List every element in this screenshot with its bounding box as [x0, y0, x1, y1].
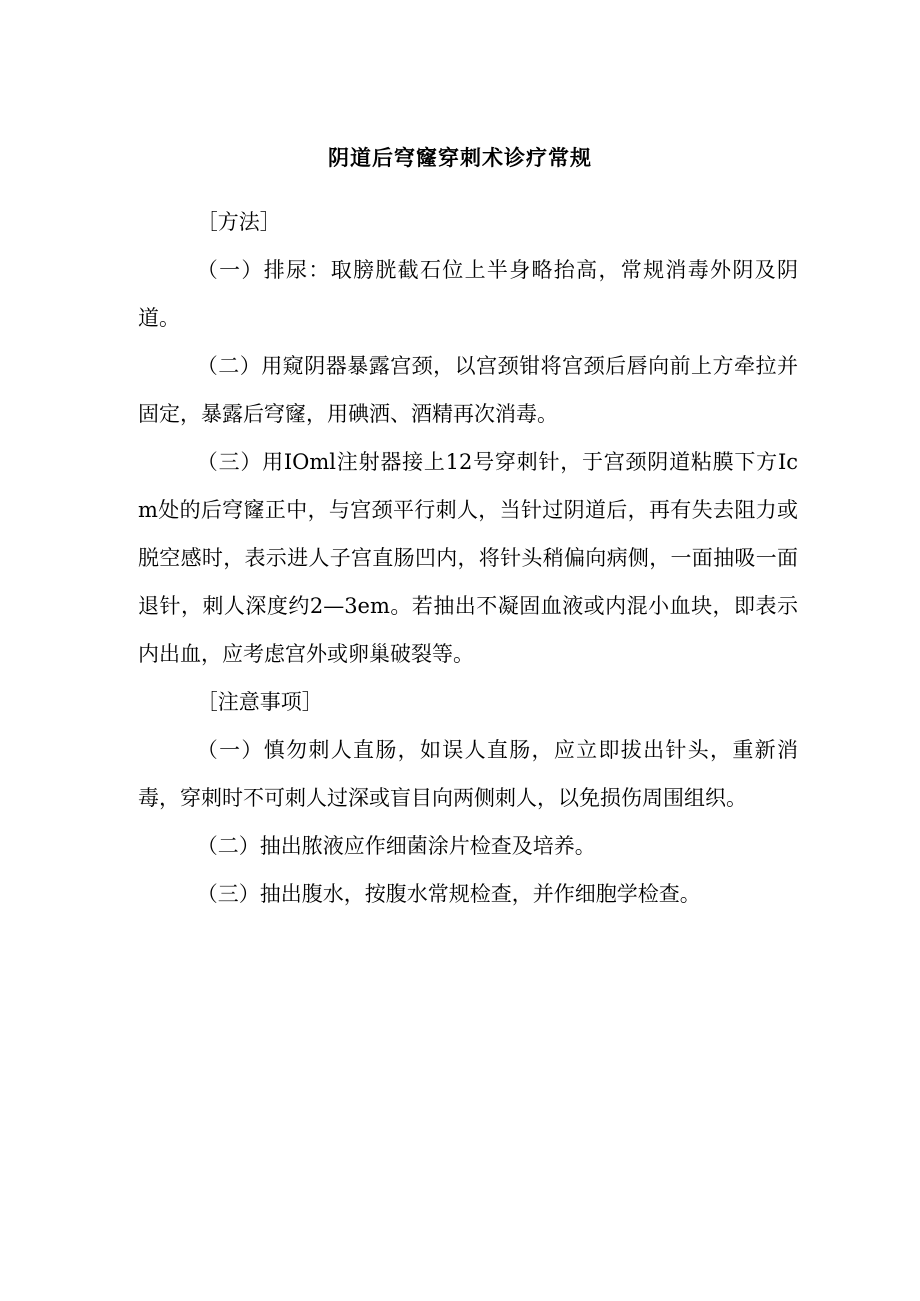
note-3: （三）抽出腹水，按腹水常规检查，并作细胞学检查。	[196, 882, 701, 906]
note-2: （二）抽出脓液应作细菌涂片检查及培养。	[196, 834, 596, 858]
method-step-2: （二）用窥阴器暴露宫颈，以宫颈钳将宫颈后唇向前上方牵拉并固定，暴露后穹窿，用碘洒、酒精再次消毒。	[138, 354, 798, 426]
document-body	[138, 198, 798, 918]
notes-heading: ［注意事项］	[196, 690, 323, 714]
page-title: 阴道后穹窿穿刺术诊疗常规	[328, 145, 592, 170]
note-1: （一）慎勿刺人直肠，如误人直肠，应立即拔出针头，重新消毒，穿刺时不可刺人过深或盲目向两侧刺人，以免损伤周围组织。	[138, 738, 798, 810]
method-step-3: （三）用IOml注射器接上12号穿刺针，于宫颈阴道粘膜下方Icm处的后穹窿正中，与宫颈平行刺人，当针过阴道后，再有失去阻力或脱空感时，表示进人子宫直肠凹内，将针头稍偏向病侧，一面抽吸一面退针，刺人深度约2—3em。若抽出不凝固血液或内混小血块，即表示内出血，应考虑宫外或卵巢破裂等。	[138, 450, 798, 666]
method-heading: ［方法］	[196, 210, 281, 234]
method-step-1: （一）排尿：取膀胱截石位上半身略抬高，常规消毒外阴及阴道。	[138, 258, 798, 330]
